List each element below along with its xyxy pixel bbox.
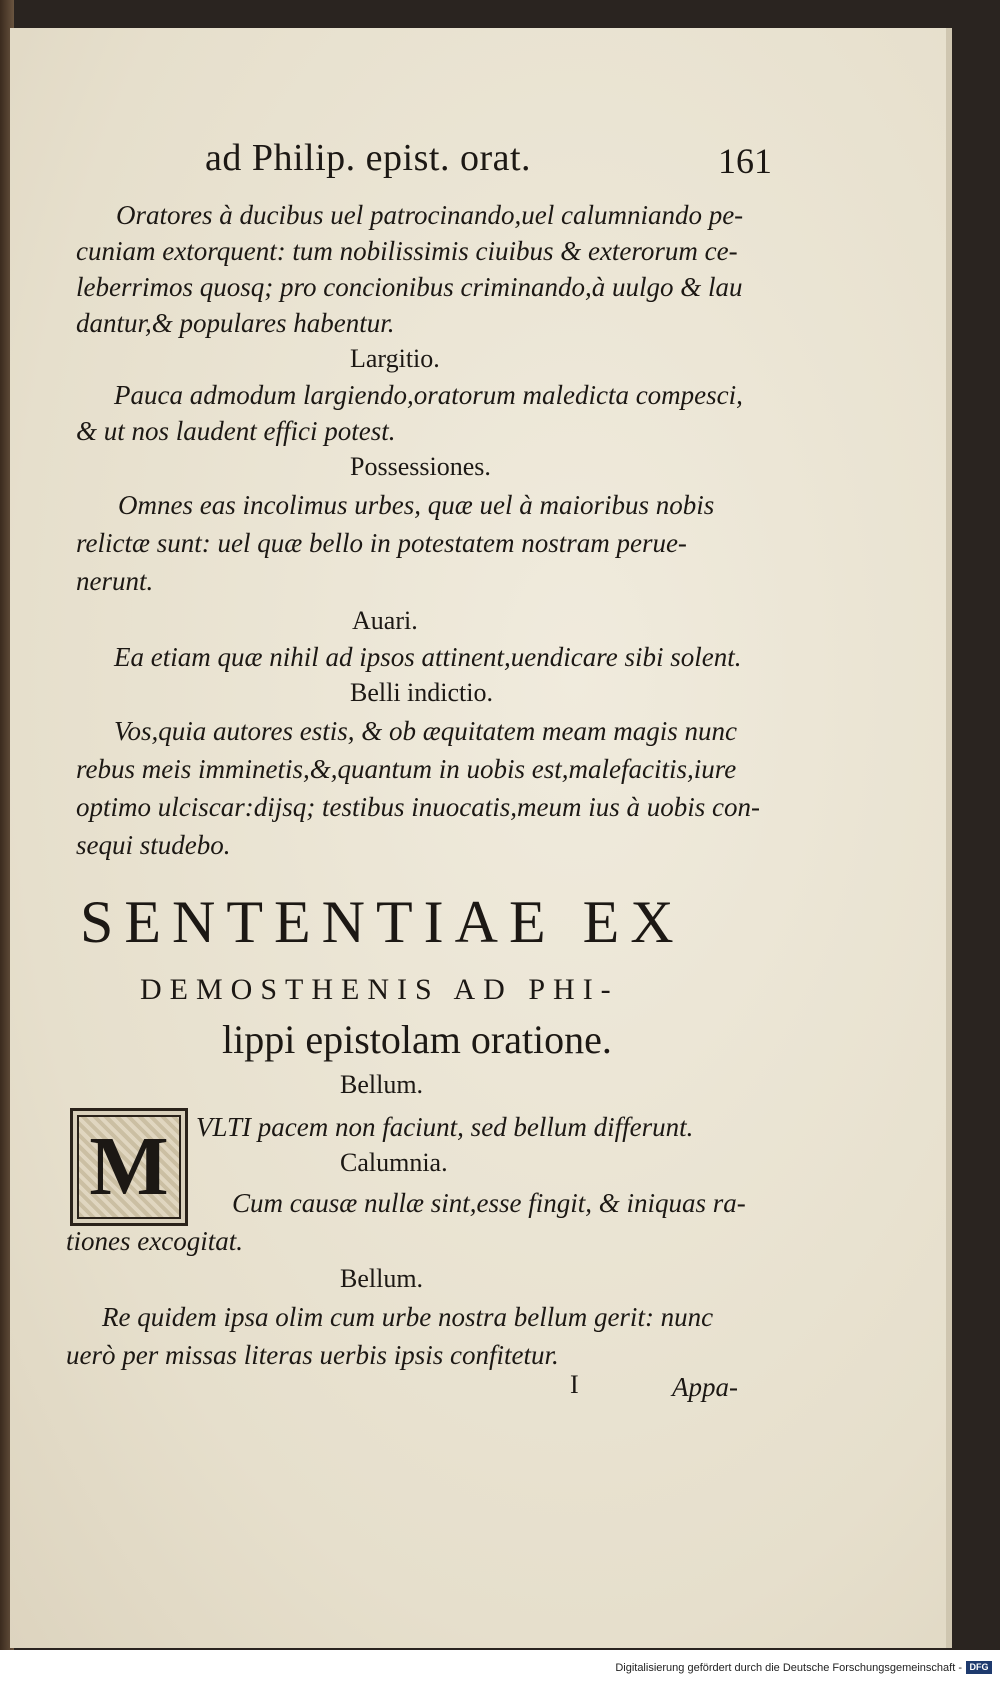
text-line: Omnes eas incolimus urbes, quæ uel à maioribus nobis [118,490,715,520]
text-line: tiones excogitat. [66,1226,243,1256]
text-line: dantur,& populares habentur. [76,308,395,338]
text-line: uerò per missas literas uerbis ipsis confitetur. [66,1340,559,1370]
text-line: & ut nos laudent effici potest. [76,416,396,446]
decorated-initial [70,1108,188,1226]
section-title: SENTENTIAE EX [80,889,685,955]
text-line: relictæ sunt: uel quæ bello in potestatem nostram perue- [76,528,687,558]
footer-credit: Digitalisierung gefördert durch die Deutsche Forschungsgemeinschaft - [615,1662,962,1674]
section-label: Belli indictio. [350,678,493,707]
text-line: Vos,quia autores estis, & ob æquitatem meam magis nunc [114,716,737,746]
digitization-footer [0,1653,1000,1681]
book-page [10,28,952,1648]
text-line: VLTI pacem non faciunt, sed bellum differunt. [196,1112,694,1142]
text-line: sequi studebo. [76,830,231,860]
text-line: optimo ulciscar:dijsq; testibus inuocatis,meum ius à uobis con- [76,792,760,822]
page-number: 161 [718,141,772,181]
section-label: Possessiones. [350,452,491,481]
section-label: Calumnia. [340,1148,448,1177]
section-subtitle: lippi epistolam oratione. [222,1017,612,1062]
text-line: leberrimos quosq; pro concionibus criminando,à uulgo & lau [76,272,743,302]
section-label: Auari. [352,606,418,635]
signature-mark: I [570,1370,579,1399]
section-label: Largitio. [350,344,440,373]
page-edge [946,28,952,1648]
initial-letter: M [77,1115,181,1219]
running-head: ad Philip. epist. orat. [205,137,532,179]
text-line: Re quidem ipsa olim cum urbe nostra bellum gerit: nunc [102,1302,714,1332]
text-line: Pauca admodum largiendo,oratorum maledicta compesci, [114,380,743,410]
section-label: Bellum. [340,1070,424,1099]
catchword: Appa- [672,1372,738,1402]
section-subtitle: DEMOSTHENIS AD PHI- [140,973,619,1006]
text-line: Oratores à ducibus uel patrocinando,uel calumniando pe- [116,200,744,230]
dfg-logo: DFG [966,1661,992,1674]
section-label: Bellum. [340,1264,424,1293]
text-line: cuniam extorquent: tum nobilissimis ciuibus & exterorum ce- [76,236,738,266]
text-line: Ea etiam quæ nihil ad ipsos attinent,uendicare sibi solent. [114,642,742,672]
text-line: Cum causæ nullæ sint,esse fingit, & iniquas ra- [232,1188,746,1218]
text-line: rebus meis imminetis,&,quantum in uobis est,malefacitis,iure [76,754,737,784]
text-line: nerunt. [76,566,154,596]
